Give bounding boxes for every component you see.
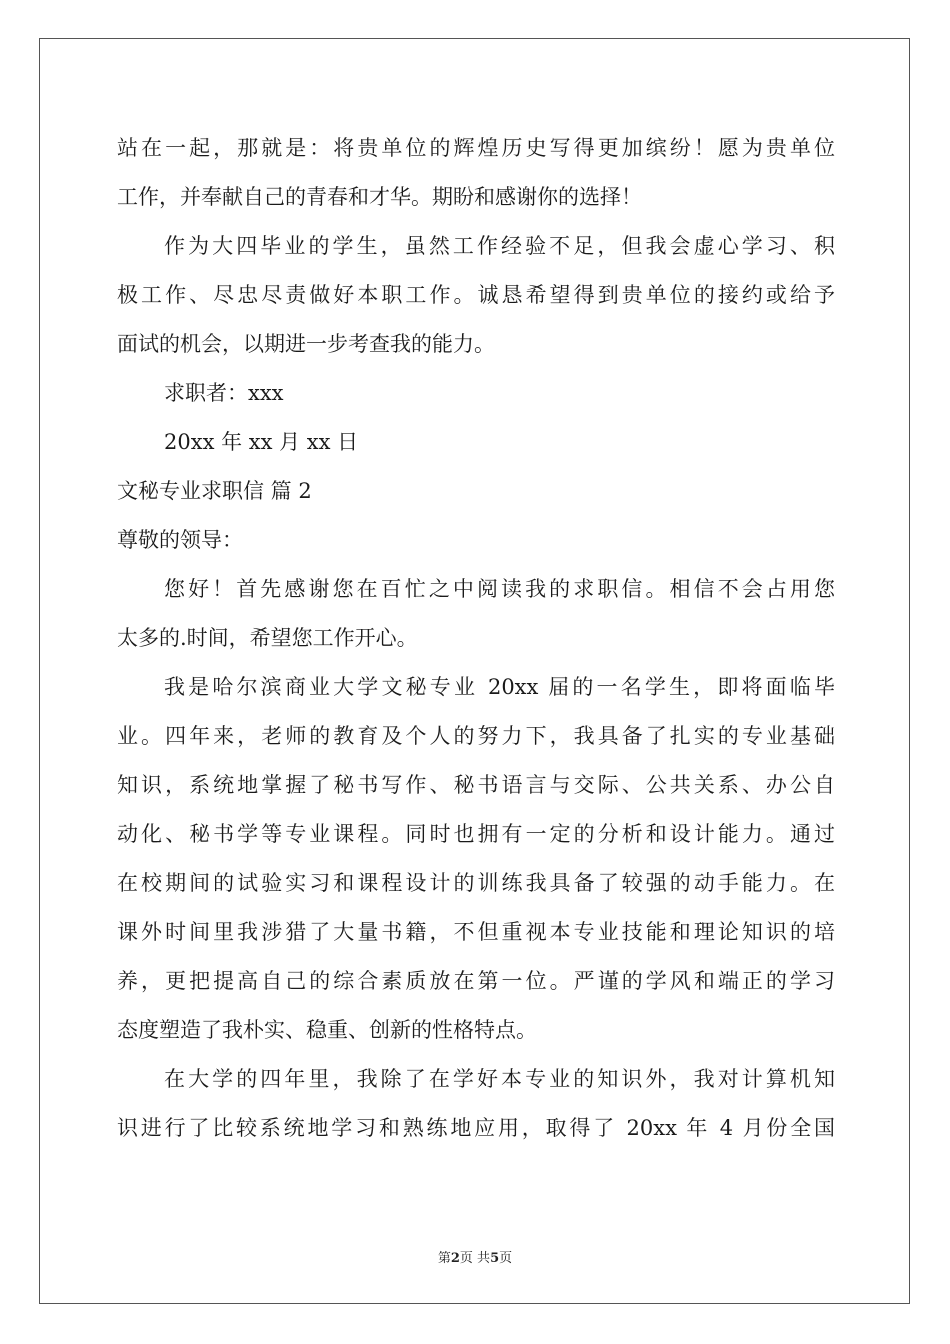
text-line: 在校期间的试验实习和课程设计的训练我具备了较强的动手能力。在 [117, 871, 835, 895]
text-line: 文秘专业求职信 篇 2 [117, 479, 312, 503]
text-line: 课外时间里我涉猎了大量书籍，不但重视本专业技能和理论知识的培 [117, 920, 835, 944]
text-line: 知识，系统地掌握了秘书写作、秘书语言与交际、公共关系、办公自 [117, 773, 835, 797]
text-line: 养，更把提高自己的综合素质放在第一位。严谨的学风和端正的学习 [117, 969, 835, 993]
text-line: 面试的机会，以期进一步考查我的能力。 [117, 332, 495, 356]
total-page-number: 5 [490, 1251, 500, 1266]
document-body [117, 124, 835, 1153]
text-line: 尊敬的领导： [117, 528, 243, 552]
text-line: 动化、秘书学等专业课程。同时也拥有一定的分析和设计能力。通过 [117, 822, 835, 846]
text-line: 工作，并奉献自己的青春和才华。期盼和感谢你的选择！ [117, 185, 642, 209]
text-line: 您好！首先感谢您在百忙之中阅读我的求职信。相信不会占用您 [164, 577, 835, 601]
footer-prefix: 第 [437, 1251, 451, 1266]
text-line: 业。四年来，老师的教育及个人的努力下，我具备了扎实的专业基础 [117, 724, 835, 748]
text-line: 识进行了比较系统地学习和熟练地应用，取得了 20xx 年 4 月份全国 [117, 1116, 835, 1140]
text-line: 求职者：xxx [164, 381, 284, 405]
text-line: 在大学的四年里，我除了在学好本专业的知识外，我对计算机知 [164, 1067, 835, 1091]
text-line: 态度塑造了我朴实、稳重、创新的性格特点。 [117, 1018, 537, 1042]
text-line: 作为大四毕业的学生，虽然工作经验不足，但我会虚心学习、积 [164, 234, 835, 258]
text-line: 20xx 年 xx 月 xx 日 [164, 430, 359, 454]
text-line: 我是哈尔滨商业大学文秘专业 20xx 届的一名学生，即将面临毕 [164, 675, 835, 699]
current-page-number: 2 [450, 1251, 460, 1266]
page-footer [0, 1247, 950, 1266]
text-line: 极工作、尽忠尽责做好本职工作。诚恳希望得到贵单位的接约或给予 [117, 283, 835, 307]
footer-suffix: 页 [499, 1251, 513, 1266]
footer-middle: 页 共 [459, 1251, 491, 1266]
text-line: 太多的.时间，希望您工作开心。 [117, 626, 418, 650]
text-line: 站在一起，那就是：将贵单位的辉煌历史写得更加缤纷！愿为贵单位 [117, 136, 835, 160]
